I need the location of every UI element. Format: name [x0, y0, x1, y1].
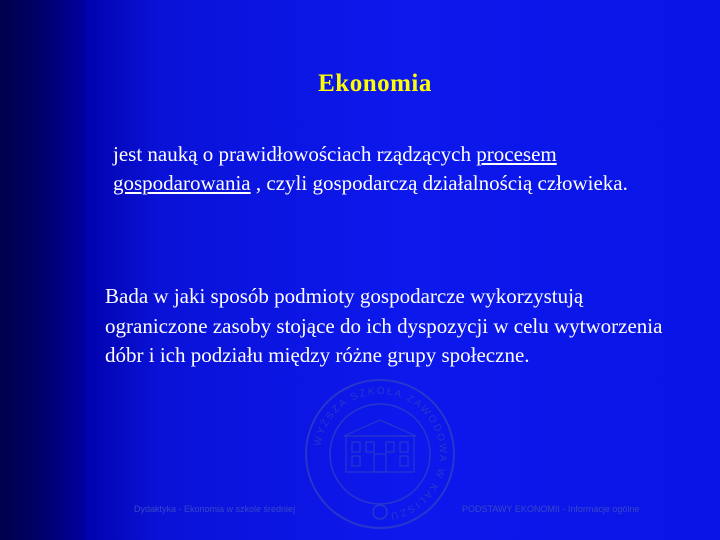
building-icon — [344, 420, 416, 472]
definition-text-end: , czyli gospodarczą działalnością człowieka. — [250, 171, 628, 195]
seal-emblem-icon — [373, 505, 387, 519]
scope-paragraph: Bada w jaki sposób podmioty gospodarcze wykorzystują ograniczone zasoby stojące do ich dyspozycji w celu wytworzenia dóbr i ich podziału między różne grupy społeczne. — [105, 284, 663, 367]
seal-arc-text: WYŻSZA SZKOŁA ZAWODOWA W KALISZU — [312, 385, 449, 522]
footer-left: Dydaktyka - Ekonomia w szkole średniej — [134, 504, 296, 514]
process-link[interactable]: procesem gospodarowania — [113, 142, 557, 195]
school-seal-watermark — [304, 378, 456, 530]
slide-title: Ekonomia — [318, 70, 432, 97]
definition-text-start: jest nauką o prawidłowościach rządzących — [113, 142, 477, 166]
definition-paragraph — [113, 140, 653, 198]
footer-right: PODSTAWY EKONOMII - Informacje ogólne — [462, 504, 640, 514]
